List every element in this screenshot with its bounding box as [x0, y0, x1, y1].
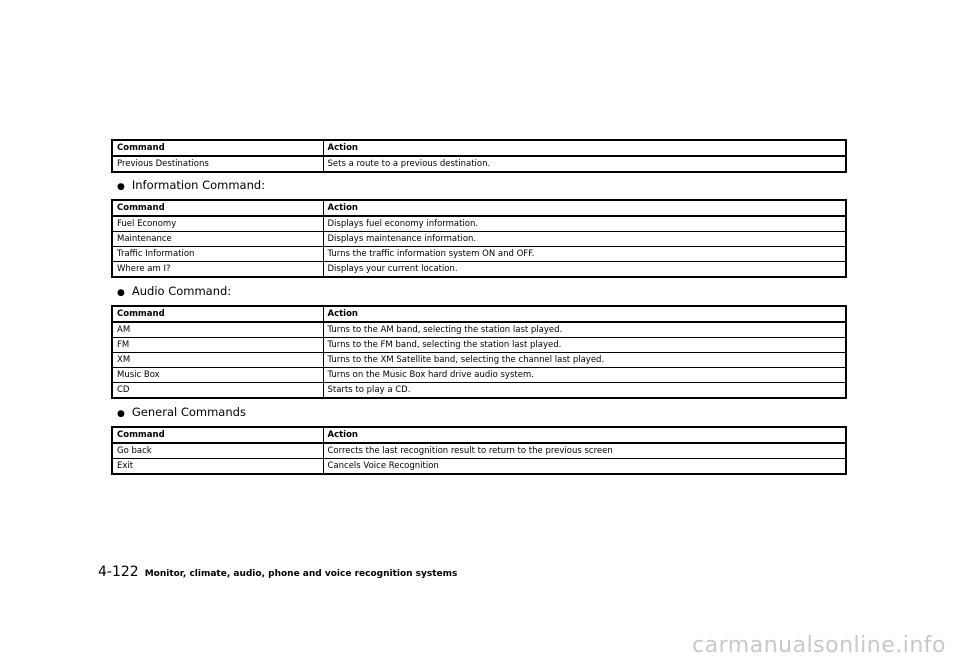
command-cell: Traffic Information	[112, 247, 323, 262]
command-cell: CD	[112, 383, 323, 399]
table-row	[112, 443, 846, 459]
command-column-header: Command	[112, 306, 323, 322]
table-row	[112, 156, 846, 172]
action-cell: Sets a route to a previous destination.	[323, 156, 846, 172]
table-row	[112, 383, 846, 399]
table-header-row	[112, 427, 846, 443]
section-title: Monitor, climate, audio, phone and voice recognition systems	[144, 569, 458, 579]
table-header-row	[112, 200, 846, 216]
bullet-icon: ●	[117, 288, 125, 298]
action-column-header: Action	[323, 140, 846, 156]
action-column-header: Action	[323, 427, 846, 443]
command-cell: Where am I?	[112, 262, 323, 278]
table-row	[112, 368, 846, 383]
page-footer	[98, 561, 457, 580]
command-cell: Go back	[112, 443, 323, 459]
action-cell: Turns the traffic information system ON and OFF.	[323, 247, 846, 262]
command-column-header: Command	[112, 200, 323, 216]
action-cell: Corrects the last recognition result to return to the previous screen	[323, 443, 846, 459]
action-cell: Cancels Voice Recognition	[323, 459, 846, 475]
table-row	[112, 232, 846, 247]
action-cell: Turns to the FM band, selecting the station last played.	[323, 338, 846, 353]
action-column-header: Action	[323, 306, 846, 322]
action-cell: Displays fuel economy information.	[323, 216, 846, 232]
action-cell: Turns on the Music Box hard drive audio system.	[323, 368, 846, 383]
general-commands-table	[111, 426, 847, 475]
command-cell: AM	[112, 322, 323, 338]
bullet-icon: ●	[117, 182, 125, 192]
action-cell: Turns to the AM band, selecting the station last played.	[323, 322, 846, 338]
action-cell: Displays maintenance information.	[323, 232, 846, 247]
table-row	[112, 459, 846, 475]
command-cell: FM	[112, 338, 323, 353]
table-row	[112, 322, 846, 338]
command-column-header: Command	[112, 140, 323, 156]
section-heading-information: ● Information Command:	[117, 178, 266, 192]
bullet-icon: ●	[117, 409, 125, 419]
section-heading-general: ● General Commands	[117, 405, 246, 419]
section-heading-audio: ● Audio Command:	[117, 284, 232, 298]
action-cell: Displays your current location.	[323, 262, 846, 278]
table-row	[112, 216, 846, 232]
table-row	[112, 262, 846, 278]
table-row	[112, 338, 846, 353]
command-cell: XM	[112, 353, 323, 368]
table-row	[112, 247, 846, 262]
information-command-table	[111, 199, 847, 278]
audio-command-table	[111, 305, 847, 399]
command-cell: Music Box	[112, 368, 323, 383]
action-cell: Turns to the XM Satellite band, selecting the channel last played.	[323, 353, 846, 368]
table-row	[112, 353, 846, 368]
command-cell: Fuel Economy	[112, 216, 323, 232]
command-cell: Previous Destinations	[112, 156, 323, 172]
table-header-row	[112, 306, 846, 322]
table-header-row	[112, 140, 846, 156]
command-cell: Exit	[112, 459, 323, 475]
action-column-header: Action	[323, 200, 846, 216]
command-cell: Maintenance	[112, 232, 323, 247]
previous-destinations-table	[111, 139, 847, 173]
command-column-header: Command	[112, 427, 323, 443]
page-number: 4-122	[98, 564, 139, 580]
action-cell: Starts to play a CD.	[323, 383, 846, 399]
watermark: carmanualsonline.info	[692, 633, 946, 658]
